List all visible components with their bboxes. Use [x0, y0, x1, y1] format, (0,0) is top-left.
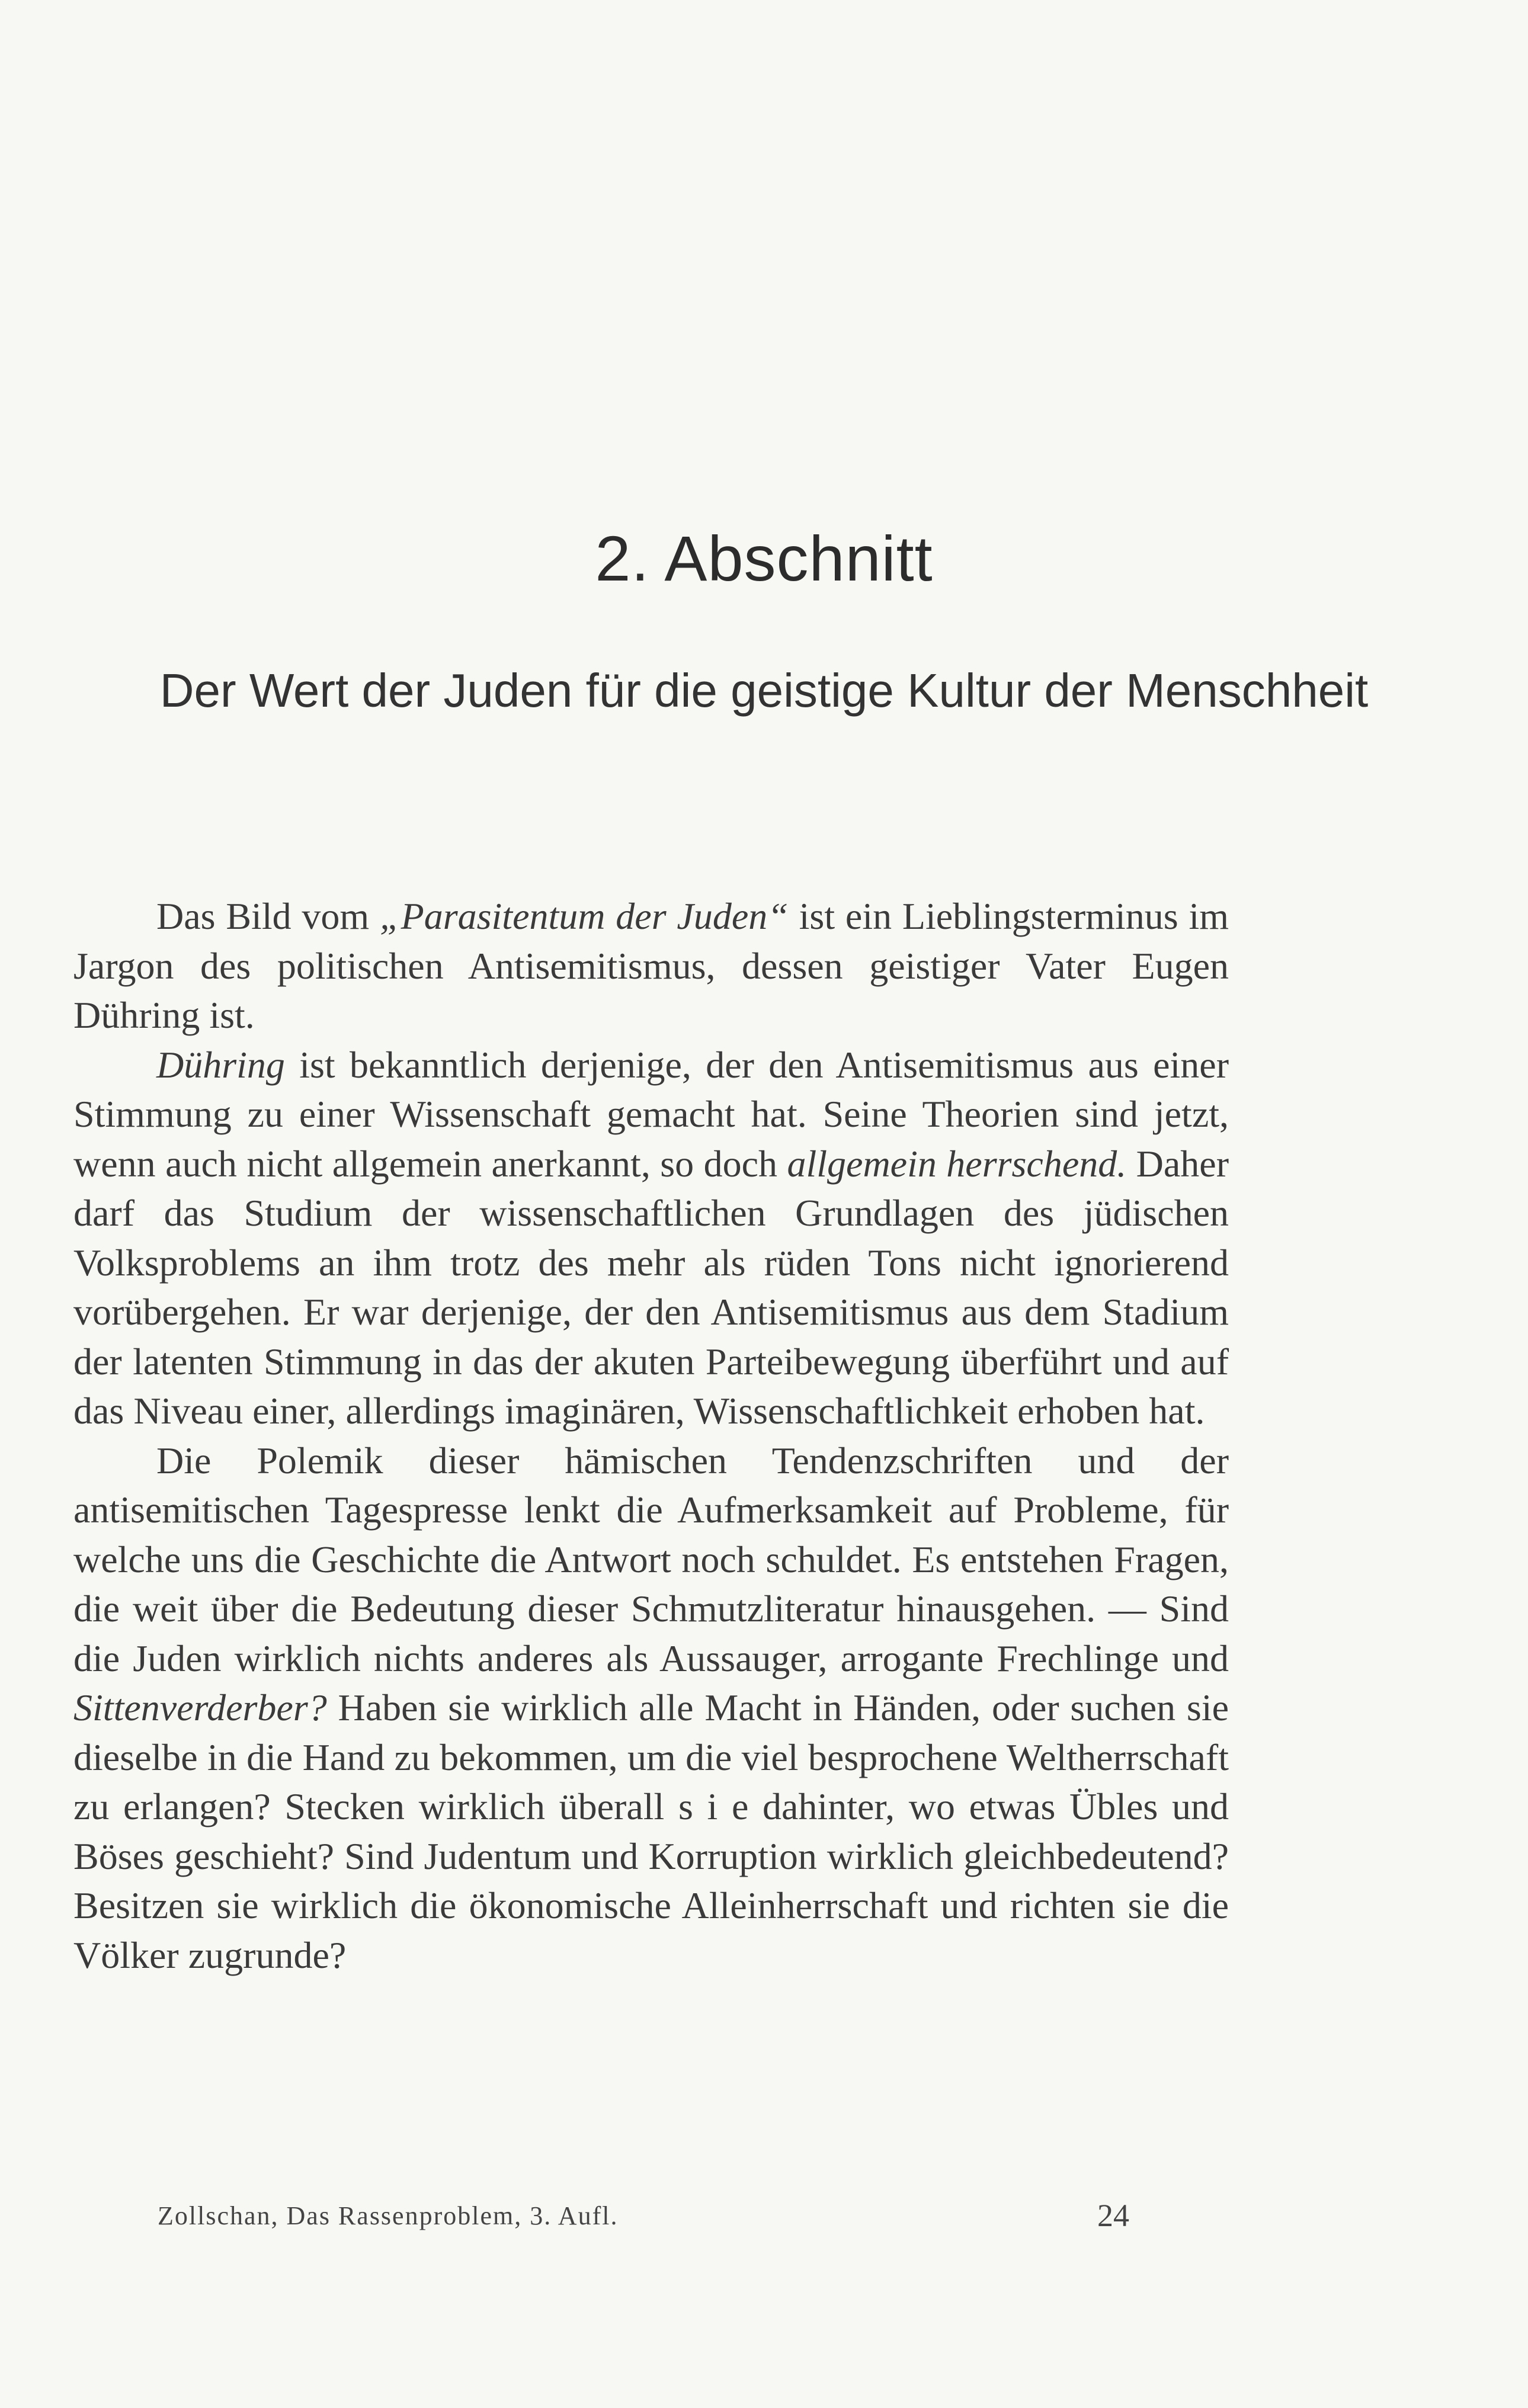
body-text — [73, 892, 1229, 1980]
text-run: Haben sie wirklich alle Macht in Händen, oder suchen sie dieselbe in die Hand zu bekommen, um die viel besprochene Weltherrschaft zu erlangen? Stecken wirklich überall s i e dahinter, wo etwas Übles und Böses geschieht? Sind Judentum und Korruption wirklich gleichbedeutend? Besitzen sie wirklich die ökonomische Alleinherrschaft und richten sie die Völker zugrunde? — [73, 1686, 1229, 1976]
section-number: 2. Abschnitt — [595, 522, 933, 594]
chapter-title: Der Wert der Juden für die geistige Kultur der Menschheit — [159, 664, 1369, 717]
text-run-italic: Dühring — [156, 1043, 285, 1086]
footer-source: Zollschan, Das Rassenproblem, 3. Aufl. — [158, 2201, 619, 2230]
page-number: 24 — [1097, 2198, 1129, 2233]
text-run: Das Bild vom — [156, 895, 380, 937]
text-run: Die Polemik dieser hämischen Tendenzschriften und der antisemitischen Tagespresse lenkt die Aufmerksamkeit auf Probleme, für welche uns die Geschichte die Antwort noch schuldet. Es entstehen Fragen, die weit über die Bedeutung dieser Schmutzliteratur hinausgehen. — Sind die Juden wirklich nichts anderes als Aussauger, arrogante Frechlinge und — [73, 1439, 1229, 1679]
text-run-italic: „Parasitentum der Juden“ — [380, 895, 789, 937]
text-run: ist ein Lieblingsterminus im Jargon des politischen Antisemitismus, dessen geistiger Vater Eugen Dühring ist. — [73, 895, 1229, 1036]
text-run: Daher darf das Studium der wissenschaftlichen Grundlagen des jüdischen Volksproblems an ihm trotz des mehr als rüden Tons nicht ignorierend vorübergehen. Er war derjenige, der den Antisemitismus aus dem Stadium der latenten Stimmung in das der akuten Parteibewegung überführt und auf das Niveau einer, allerdings imaginären, Wissenschaftlichkeit erhoben hat. — [73, 1142, 1229, 1432]
paragraph — [73, 1040, 1229, 1436]
text-run-italic: Sittenverderber? — [73, 1686, 327, 1729]
text-run-italic: allgemein herrschend. — [787, 1142, 1127, 1185]
text-run: ist bekanntlich derjenige, der den Antisemitismus aus einer Stimmung zu einer Wissenschaft gemacht hat. Seine Theorien sind jetzt, wenn auch nicht allgemein anerkannt, so doch — [73, 1043, 1229, 1185]
paragraph — [73, 1436, 1229, 1980]
paragraph — [73, 892, 1229, 1040]
